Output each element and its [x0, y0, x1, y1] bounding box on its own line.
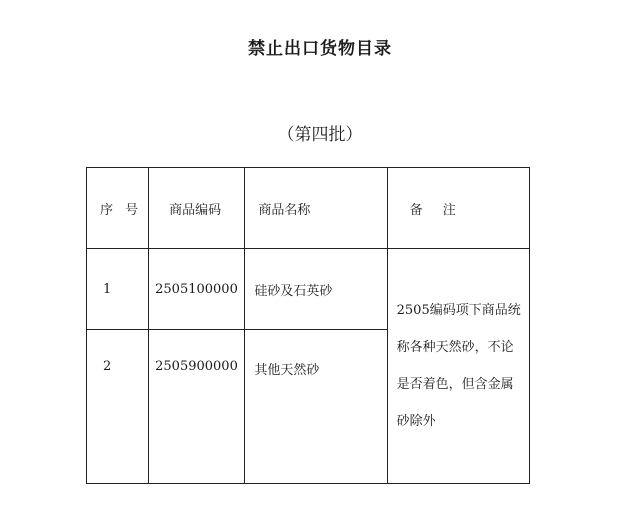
header-note: 备 注	[387, 168, 529, 249]
table-row	[87, 249, 530, 330]
row-seq: 1	[87, 249, 149, 330]
row-code: 2505100000	[149, 249, 245, 330]
row-note: 2505编码项下商品统称各种天然砂，不论是否着色，但含金属砂除外	[387, 249, 529, 484]
export-catalog-table	[86, 167, 530, 484]
document-subtitle: （第四批）	[277, 125, 363, 145]
row-name: 其他天然砂	[245, 330, 387, 484]
document-title: 禁止出口货物目录	[248, 39, 392, 59]
row-name: 硅砂及石英砂	[245, 249, 387, 330]
header-code: 商品编码	[149, 168, 245, 249]
row-code: 2505900000	[149, 330, 245, 484]
table-header-row	[87, 168, 530, 249]
header-name: 商品名称	[245, 168, 387, 249]
row-seq: 2	[87, 330, 149, 484]
header-seq: 序 号	[87, 168, 149, 249]
